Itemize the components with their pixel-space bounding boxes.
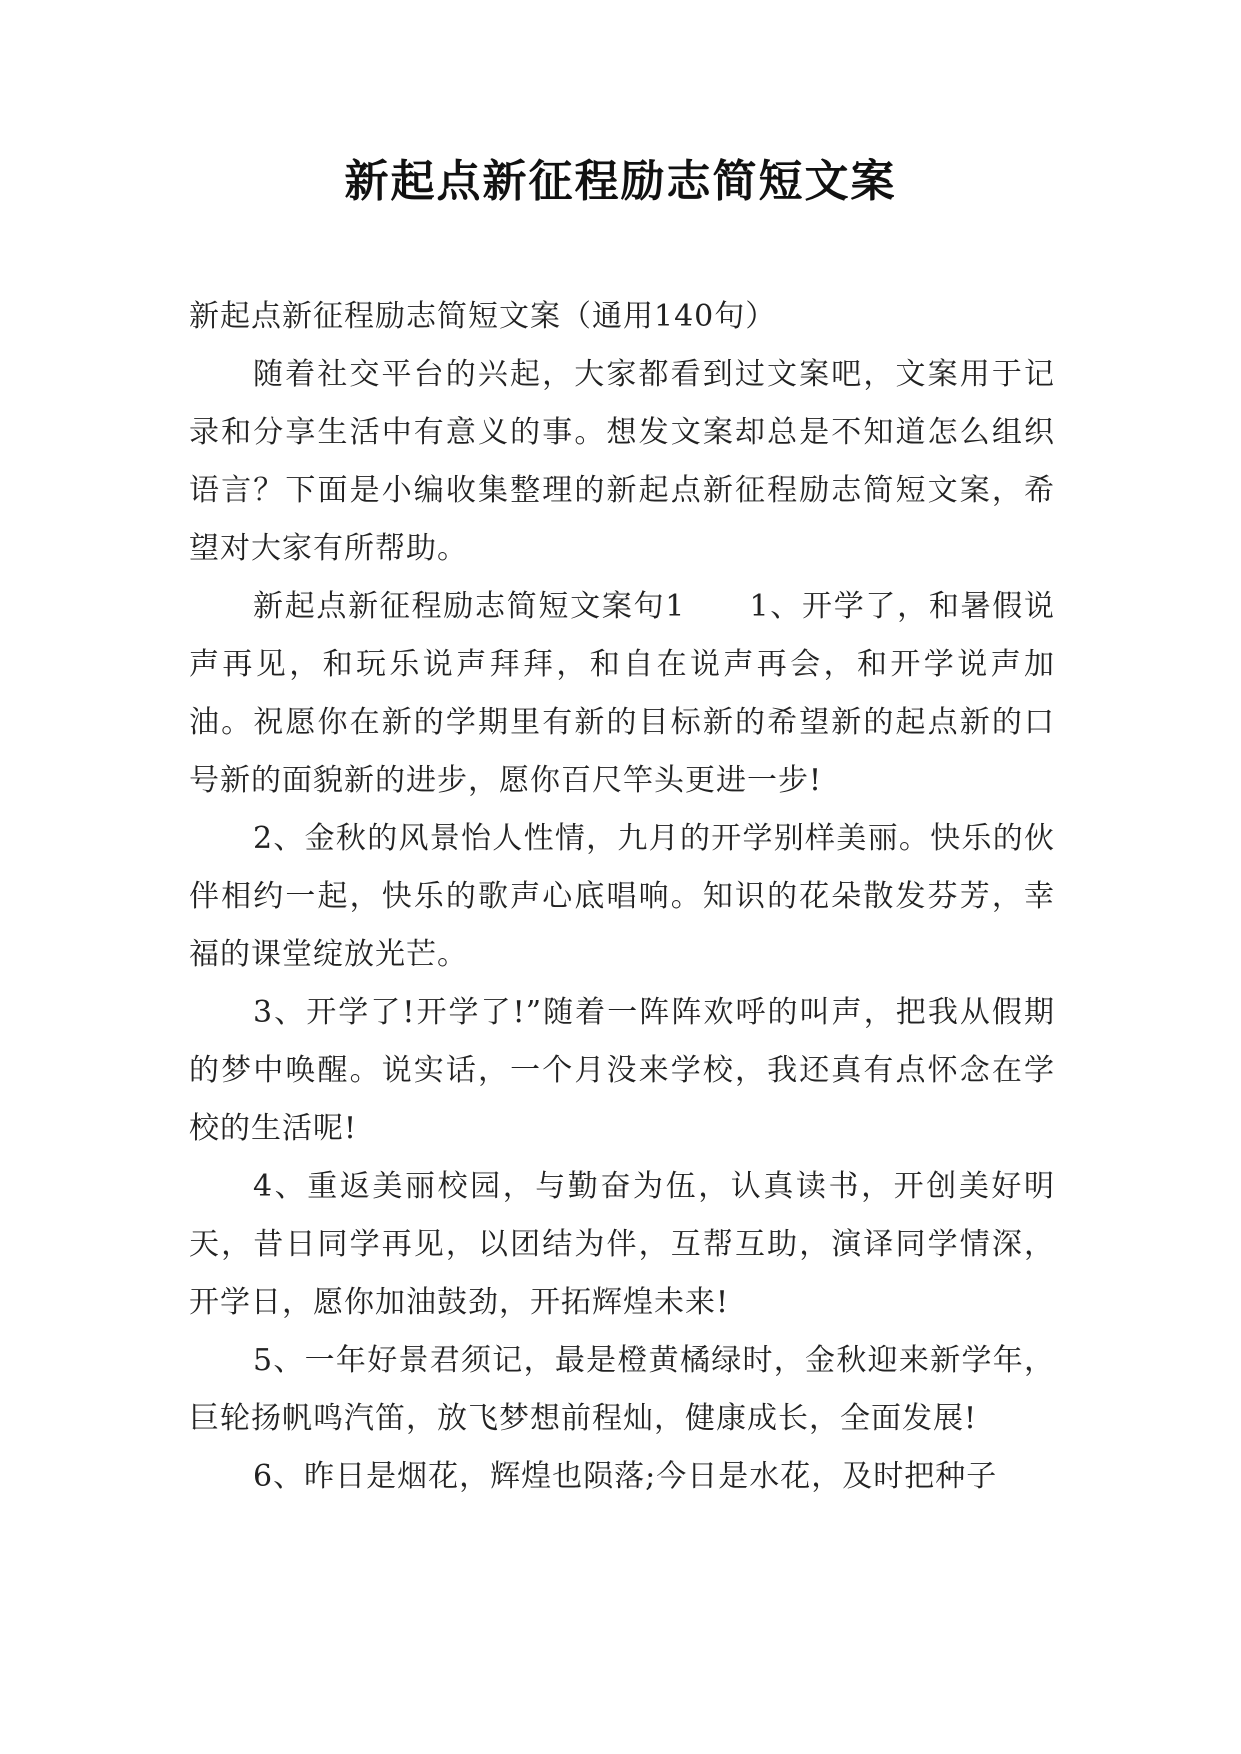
paragraph-2: 2、金秋的风景怡人性情，九月的开学别样美丽。快乐的伙伴相约一起，快乐的歌声心底唱响。知识的花朵散发芬芳，幸福的课堂绽放光芒。 (189, 821, 1055, 972)
paragraph-1: 新起点新征程励志简短文案句1 1、开学了，和暑假说声再见，和玩乐说声拜拜，和自在说声再会，和开学说声加油。祝愿你在新的学期里有新的目标新的希望新的起点新的口号新的面貌新的进步，愿你百尺竿头更进一步! (189, 589, 1055, 798)
paragraph-4: 4、重返美丽校园，与勤奋为伍，认真读书，开创美好明天，昔日同学再见，以团结为伴，互帮互助，演译同学情深，开学日，愿你加油鼓劲，开拓辉煌未来! (189, 1169, 1055, 1320)
document-subtitle: 新起点新征程励志简短文案（通用140句） (189, 299, 777, 334)
paragraph-3: 3、开学了!开学了!”随着一阵阵欢呼的叫声，把我从假期的梦中唤醒。说实话，一个月没来学校，我还真有点怀念在学校的生活呢! (189, 995, 1055, 1146)
page-title: 新起点新征程励志简短文案 (344, 156, 897, 207)
paragraph-6: 6、昨日是烟花，辉煌也陨落;今日是水花，及时把种子 (253, 1459, 998, 1494)
paragraph-5: 5、一年好景君须记，最是橙黄橘绿时，金秋迎来新学年，巨轮扬帆鸣汽笛，放飞梦想前程灿，健康成长，全面发展! (189, 1343, 1055, 1436)
paragraph-intro: 随着社交平台的兴起，大家都看到过文案吧，文案用于记录和分享生活中有意义的事。想发文案却总是不知道怎么组织语言？下面是小编收集整理的新起点新征程励志简短文案，希望对大家有所帮助。 (189, 357, 1055, 566)
document-body (189, 288, 1055, 1506)
